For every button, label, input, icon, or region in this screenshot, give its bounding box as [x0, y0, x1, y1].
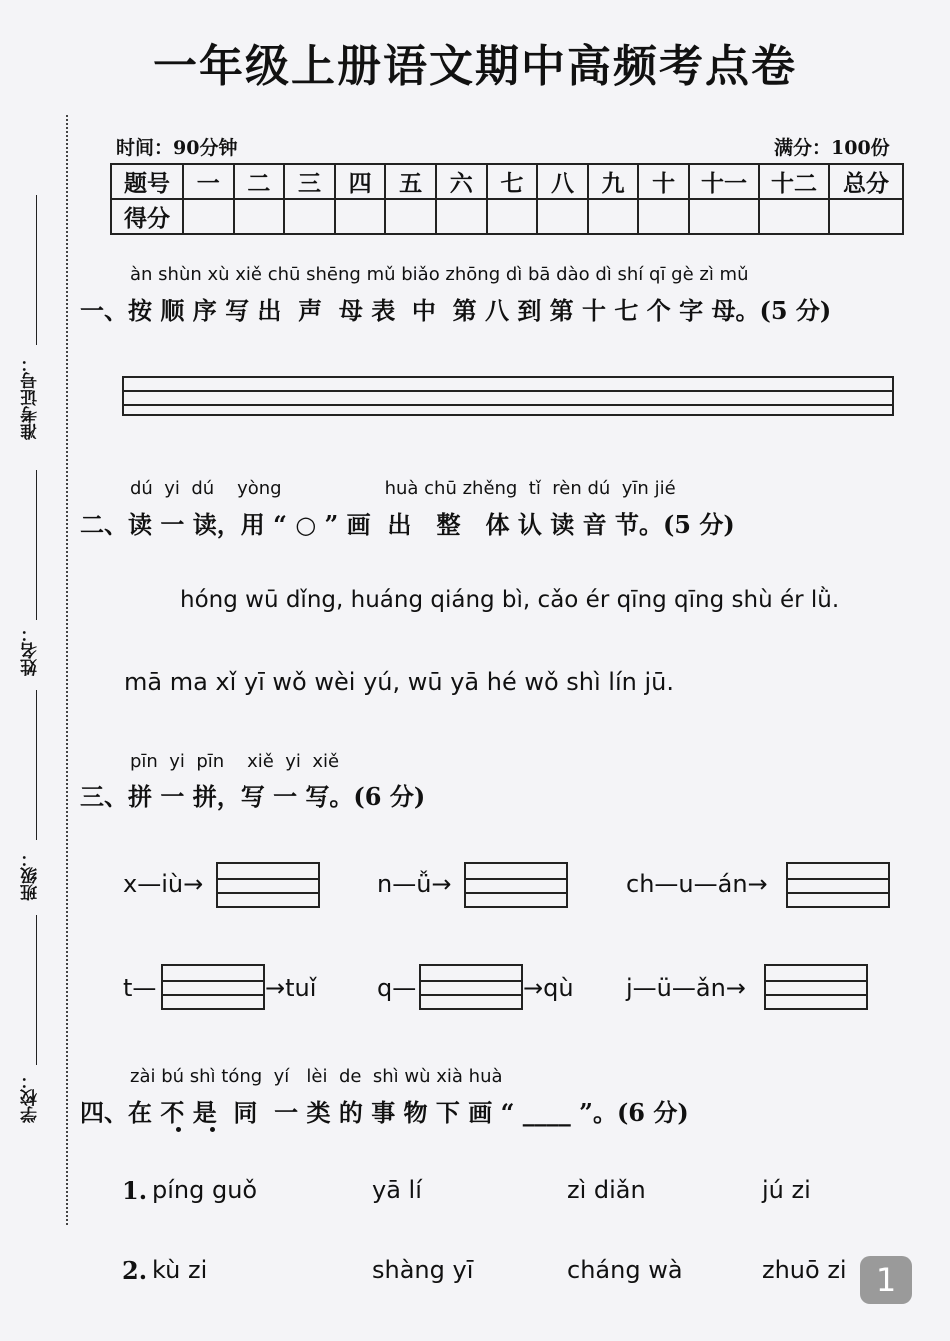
writing-midline — [421, 980, 521, 982]
name-line-lower — [36, 690, 37, 840]
q3-item-1-answer-box[interactable] — [216, 862, 320, 908]
q3-item-6-answer-box[interactable] — [764, 964, 868, 1010]
q4-row-1-item[interactable]: jú zi — [762, 1176, 811, 1204]
page-title: 一年级上册语文期中高频考点卷 — [153, 41, 797, 92]
page-number-badge: 1 — [860, 1256, 912, 1304]
binding-dotted-line — [66, 115, 68, 1225]
writing-midline — [218, 892, 318, 894]
writing-midline — [766, 994, 866, 996]
q3-item-4-prefix: t— — [123, 974, 157, 1002]
score-header-cell: 十一 — [689, 164, 759, 199]
q2-pinyin: dú yi dú yòng huà chū zhěng tǐ rèn dú yīn jié — [130, 478, 676, 499]
score-header-cell: 四 — [335, 164, 386, 199]
name-line — [36, 470, 37, 620]
score-header-cell: 九 — [588, 164, 639, 199]
q3-item-5-prefix: q— — [377, 974, 417, 1002]
q4-row-1-item[interactable]: zì diǎn — [567, 1176, 646, 1204]
q2-heading: 二、读 一 读，用 “ ○ ” 画 出 整 体 认 读 音 节。(5 分) — [80, 510, 735, 539]
q3-item-3-prefix: ch—u—án→ — [626, 870, 768, 898]
score-cell[interactable] — [183, 199, 234, 234]
q3-item-6-prefix: j—ü—ǎn→ — [626, 974, 746, 1002]
q1-pinyin: àn shùn xù xiě chū shēng mǔ biǎo zhōng dì bā dào dì shí qī gè zì mǔ — [130, 264, 749, 285]
name-label: 姓名： — [21, 625, 41, 676]
score-cell[interactable] — [829, 199, 903, 234]
exam-no-line — [36, 195, 37, 345]
writing-midline — [163, 980, 263, 982]
q1-heading: 一、按 顺 序 写 出 声 母 表 中 第 八 到 第 十 七 个 字 母。(5 分) — [80, 296, 832, 325]
q4-row-1-item[interactable]: píng guǒ — [152, 1176, 258, 1204]
q4-row-2-item[interactable]: shàng yī — [372, 1256, 474, 1284]
writing-midline — [163, 994, 263, 996]
score-table-header-row — [111, 164, 903, 199]
writing-midline — [124, 404, 892, 406]
writing-midline — [788, 892, 888, 894]
q4-row-1-item[interactable]: yā lí — [372, 1176, 422, 1204]
score-header-cell: 一 — [183, 164, 234, 199]
writing-midline — [466, 892, 566, 894]
q4-heading: 四、在 不 是 同 一 类 的 事 物 下 画 “ ____ ”。(6 分) — [80, 1098, 689, 1127]
time-label: 时间：90分钟 — [116, 137, 238, 159]
writing-midline — [788, 878, 888, 880]
q4-row-2-number: 2. — [122, 1256, 148, 1285]
score-header-cell: 八 — [537, 164, 588, 199]
q3-pinyin: pīn yi pīn xiě yi xiě — [130, 751, 340, 772]
score-table-score-row — [111, 199, 903, 234]
score-cell[interactable] — [537, 199, 588, 234]
q4-row-2-item[interactable]: kù zi — [152, 1256, 208, 1284]
score-cell[interactable] — [335, 199, 386, 234]
class-label: 班级： — [21, 850, 41, 901]
class-line-lower — [36, 915, 37, 1065]
writing-midline — [218, 878, 318, 880]
q3-item-4-answer-box[interactable] — [161, 964, 265, 1010]
writing-midline — [766, 980, 866, 982]
q2-pinyin-line-2[interactable]: mā ma xǐ yī wǒ wèi yú, wū yā hé wǒ shì lín jū. — [124, 668, 674, 696]
score-cell[interactable] — [487, 199, 538, 234]
score-header-cell: 三 — [284, 164, 335, 199]
writing-midline — [124, 390, 892, 392]
score-header-cell: 二 — [234, 164, 285, 199]
writing-midline — [466, 878, 566, 880]
q3-item-2-answer-box[interactable] — [464, 862, 568, 908]
score-cell[interactable] — [759, 199, 829, 234]
q4-row-2-item[interactable]: zhuō zi — [762, 1256, 847, 1284]
score-row-label: 得分 — [111, 199, 183, 234]
score-table — [110, 163, 904, 235]
score-cell[interactable] — [234, 199, 285, 234]
score-cell[interactable] — [385, 199, 436, 234]
q3-item-4-suffix: →tuǐ — [265, 974, 317, 1002]
exam-no-label: 准考证号： — [21, 355, 41, 440]
q3-item-3-answer-box[interactable] — [786, 862, 890, 908]
writing-midline — [421, 994, 521, 996]
score-header-cell: 十 — [638, 164, 689, 199]
q3-heading: 三、拼 一 拼，写 一 写。(6 分) — [80, 782, 426, 811]
q4-row-1-number: 1. — [122, 1176, 148, 1205]
q3-item-5-suffix: →qù — [523, 974, 574, 1002]
score-cell[interactable] — [284, 199, 335, 234]
score-cell[interactable] — [588, 199, 639, 234]
q3-item-1-prefix: x—iù→ — [123, 870, 204, 898]
score-cell[interactable] — [436, 199, 487, 234]
q3-item-2-prefix: n—ǚ→ — [377, 870, 452, 898]
score-cell[interactable] — [689, 199, 759, 234]
emphasis-dot — [176, 1127, 181, 1132]
q4-pinyin: zài bú shì tóng yí lèi de shì wù xià huà — [130, 1066, 503, 1087]
school-label: 学校： — [21, 1072, 41, 1123]
emphasis-dot — [210, 1127, 215, 1132]
score-header-cell: 总分 — [829, 164, 903, 199]
q2-pinyin-line-1[interactable]: hóng wū dǐng, huáng qiáng bì, cǎo ér qīng qīng shù ér lǜ. — [180, 587, 840, 613]
q1-writing-lines[interactable] — [122, 376, 894, 416]
score-header-cell: 题号 — [111, 164, 183, 199]
q4-row-2-item[interactable]: cháng wà — [567, 1256, 683, 1284]
full-score-label: 满分：100份 — [774, 137, 890, 159]
score-cell[interactable] — [638, 199, 689, 234]
q3-item-5-answer-box[interactable] — [419, 964, 523, 1010]
score-header-cell: 十二 — [759, 164, 829, 199]
score-header-cell: 六 — [436, 164, 487, 199]
score-header-cell: 五 — [385, 164, 436, 199]
score-header-cell: 七 — [487, 164, 538, 199]
